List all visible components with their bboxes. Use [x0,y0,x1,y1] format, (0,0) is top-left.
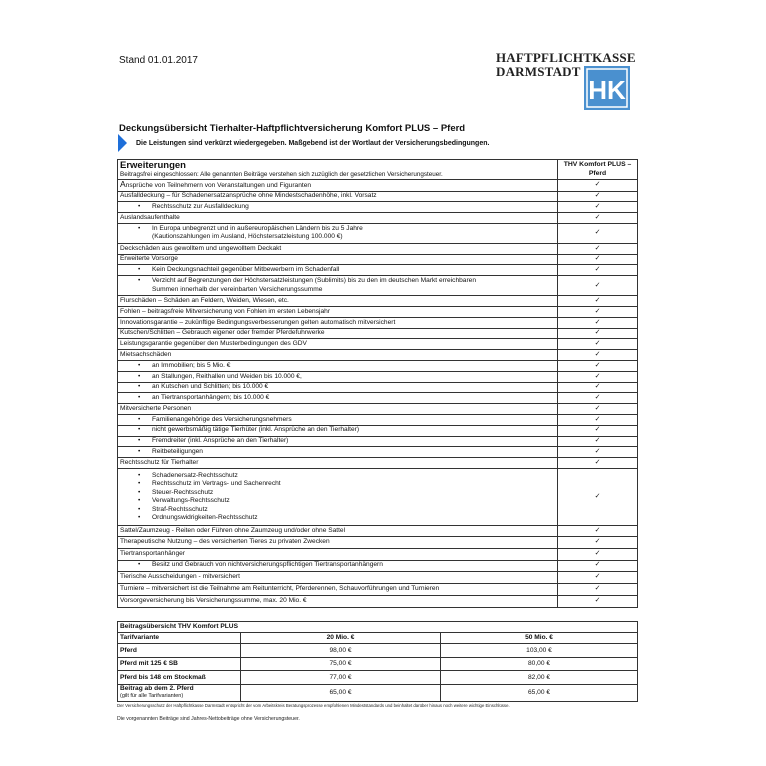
premium-value-20: 65,00 € [241,684,441,701]
premium-value-50: 82,00 € [441,671,638,685]
footnote-net-premiums: Die vorgenannten Beiträge sind Jahres-Nettobeiträge ohne Versicherungsteuer. [117,716,300,722]
table-row [118,458,638,469]
premium-row-note: (gilt für alle Tarifvarianten) [120,692,184,699]
column-header-thv: THV Komfort PLUS – Pferd [558,160,638,180]
check-icon: ✓ [558,458,638,469]
table-row [118,202,638,213]
check-icon: ✓ [558,371,638,382]
check-icon: ✓ [558,296,638,307]
check-icon: ✓ [558,339,638,350]
check-icon: ✓ [558,560,638,571]
premium-row-label: Pferd mit 125 € SB [118,657,241,671]
row-label: Rechtsschutz für Tierhalter [118,458,558,469]
table-row [118,393,638,404]
table-row [118,350,638,361]
row-label: • nicht gewerbsmäßig tätige Tierhüter (inkl. Ansprüche an den Tierhalter) [118,425,558,436]
table-row [118,265,638,276]
table-row [118,213,638,224]
check-icon: ✓ [558,583,638,595]
premium-col-50mio: 50 Mio. € [441,633,638,644]
row-label: • Besitz und Gebrauch von nichtversicherungspflichtigen Tiertransportanhängern [118,560,558,571]
coverage-table [117,159,638,608]
row-label: • Kein Deckungsnachteil gegenüber Mitbewerbern im Schadenfall [118,265,558,276]
row-label: Mitversicherte Personen [118,404,558,415]
row-label: Ansprüche von Teilnehmern von Veranstaltungen und Figuranten [118,180,558,192]
check-icon: ✓ [558,213,638,224]
table-row [118,469,638,526]
premium-value-20: 98,00 € [241,644,441,658]
table-row [118,371,638,382]
check-icon: ✓ [558,415,638,426]
table-row [118,684,638,701]
table-row [118,296,638,307]
row-label: Kutschen/Schlitten – Gebrauch eigener oder fremder Pferdefuhrwerke [118,328,558,339]
table-heading-note: Beitragsfrei eingeschlossen: Alle genannten Beiträge verstehen sich zuzüglich der gesetzlichen Versicherungsteuer. [120,171,443,178]
row-label: • Reitbeteiligungen [118,447,558,458]
table-row [118,254,638,265]
row-label: Therapeutische Nutzung – des versicherten Tieres zu privaten Zwecken [118,536,558,548]
row-label: Fohlen – beitragsfreie Mitversicherung von Fohlen im ersten Lebensjahr [118,307,558,318]
document-title: Deckungsübersicht Tierhalter-Haftpflichtversicherung Komfort PLUS – Pferd [119,123,466,134]
check-icon: ✓ [558,361,638,372]
premium-value-20: 77,00 € [241,671,441,685]
premium-value-50: 80,00 € [441,657,638,671]
table-row [118,447,638,458]
row-label: • an Stallungen, Reithallen und Weiden bis 10.000 €, [118,371,558,382]
check-icon: ✓ [558,307,638,318]
table-row [118,243,638,254]
table-row [118,361,638,372]
check-icon: ✓ [558,265,638,276]
row-label: Auslandsaufenthalte [118,213,558,224]
check-icon: ✓ [558,276,638,296]
logo-line-1: HAFTPFLICHTKASSE [496,50,636,65]
table-row [118,583,638,595]
row-label: Ausfalldeckung – für Schadenersatzansprüche ohne Mindestschadenhöhe, inkl. Vorsatz [118,191,558,202]
row-label: Flurschäden – Schäden an Feldern, Weiden, Wiesen, etc. [118,296,558,307]
row-label: • Fremdreiter (inkl. Ansprüche an den Tierhalter) [118,436,558,447]
table-row [118,560,638,571]
table-row [118,404,638,415]
row-label: Innovationsgarantie – zukünftige Bedingungsverbesserungen gelten automatisch mitversichert [118,317,558,328]
check-icon: ✓ [558,469,638,526]
check-icon: ✓ [558,393,638,404]
table-row [118,548,638,560]
check-icon: ✓ [558,350,638,361]
row-label: Tierische Ausscheidungen - mitversichert [118,571,558,583]
footnote-standards: Der Versicherungsschutz der Haftpflichtkasse Darmstadt entspricht der vom Arbeitskreis Beratungsprozesse empfohlenen Mindeststandards und beinhaltet darüber hinaus noch weitere wichtige Einschlüsse. [117,703,510,708]
check-icon: ✓ [558,548,638,560]
table-row [118,180,638,192]
row-label: • In Europa unbegrenzt und in außereuropäischen Ländern bis zu 5 Jahre (Kautionszahlungen im Ausland, Höchstersatzleistung 100.000 €) [118,223,558,243]
premium-value-50: 65,00 € [441,684,638,701]
premium-row-label: Beitrag ab dem 2. Pferd (gilt für alle Tarifvarianten) [118,684,241,701]
row-label: • Familienangehörige des Versicherungsnehmers [118,415,558,426]
check-icon: ✓ [558,425,638,436]
table-row [118,276,638,296]
row-label: • an Immobilien; bis 5 Mio. € [118,361,558,372]
row-label: • Rechtsschutz zur Ausfalldeckung [118,202,558,213]
check-icon: ✓ [558,536,638,548]
date-stamp: Stand 01.01.2017 [119,55,198,66]
check-icon: ✓ [558,436,638,447]
document-subtitle: Die Leistungen sind verkürzt wiedergegeben. Maßgebend ist der Wortlaut der Versicherungsbedingungen. [136,140,490,147]
check-icon: ✓ [558,447,638,458]
row-label: Tiertransportanhänger [118,548,558,560]
check-icon: ✓ [558,571,638,583]
check-icon: ✓ [558,223,638,243]
check-icon: ✓ [558,191,638,202]
check-icon: ✓ [558,328,638,339]
row-label: • an Kutschen und Schlitten; bis 10.000 € [118,382,558,393]
table-row [118,536,638,548]
premium-table [117,621,638,702]
check-icon: ✓ [558,202,638,213]
table-row [118,317,638,328]
check-icon: ✓ [558,254,638,265]
check-icon: ✓ [558,382,638,393]
hk-logo-icon [584,66,630,110]
table-row [118,328,638,339]
row-label: • Schadenersatz-Rechtsschutz • Rechtsschutz im Vertrags- und Sachenrecht • Steuer-Rechtsschutz • Verwaltungs-Rechtsschutz • Straf-Rechtsschutz • Ordnungswidrigkeiten-Rechtsschutz [118,469,558,526]
row-label: Turniere – mitversichert ist die Teilnahme am Reitunterricht, Pferderennen, Schauvorführungen und Turnieren [118,583,558,595]
table-row [118,339,638,350]
table-row [118,382,638,393]
check-icon: ✓ [558,595,638,607]
check-icon: ✓ [558,317,638,328]
row-label: Vorsorgeversicherung bis Versicherungssumme, max. 20 Mio. € [118,595,558,607]
table-row [118,671,638,685]
table-row [118,595,638,607]
check-icon: ✓ [558,526,638,537]
logo-line-2: DARMSTADT [496,64,581,79]
table-row [118,223,638,243]
check-icon: ✓ [558,243,638,254]
row-label: • Verzicht auf Begrenzungen der Höchstersatzleistungen (Sublimits) bis zu den im deutschen Markt erreichbaren Summen innerhalb der vereinbarten Versicherungssumme [118,276,558,296]
premium-value-20: 75,00 € [241,657,441,671]
arrow-right-icon [118,134,127,152]
premium-heading: Beitragsübersicht THV Komfort PLUS [118,622,638,633]
table-row [118,425,638,436]
row-label: • an Tiertransportanhängern; bis 10.000 € [118,393,558,404]
table-row [118,191,638,202]
table-row [118,571,638,583]
premium-row-label: Pferd bis 148 cm Stockmaß [118,671,241,685]
premium-value-50: 103,00 € [441,644,638,658]
table-row [118,657,638,671]
table-row [118,436,638,447]
table-heading-cell [118,160,558,180]
row-label: Mietsachschäden [118,350,558,361]
premium-row-label: Pferd [118,644,241,658]
premium-col-20mio: 20 Mio. € [241,633,441,644]
row-label: Deckschäden aus gewolltem und ungewolltem Deckakt [118,243,558,254]
check-icon: ✓ [558,404,638,415]
table-row [118,415,638,426]
table-row [118,526,638,537]
table-row [118,307,638,318]
table-row [118,644,638,658]
row-label: Sattel/Zaumzeug - Reiten oder Führen ohne Zaumzeug und/oder ohne Sattel [118,526,558,537]
table-heading: Erweiterungen [120,160,186,171]
check-icon: ✓ [558,180,638,192]
row-label: Erweiterte Vorsorge [118,254,558,265]
logo-mark: HK [588,75,626,105]
premium-col-tarif: Tarifvariante [118,633,241,644]
row-label: Leistungsgarantie gegenüber den Musterbedingungen des GDV [118,339,558,350]
